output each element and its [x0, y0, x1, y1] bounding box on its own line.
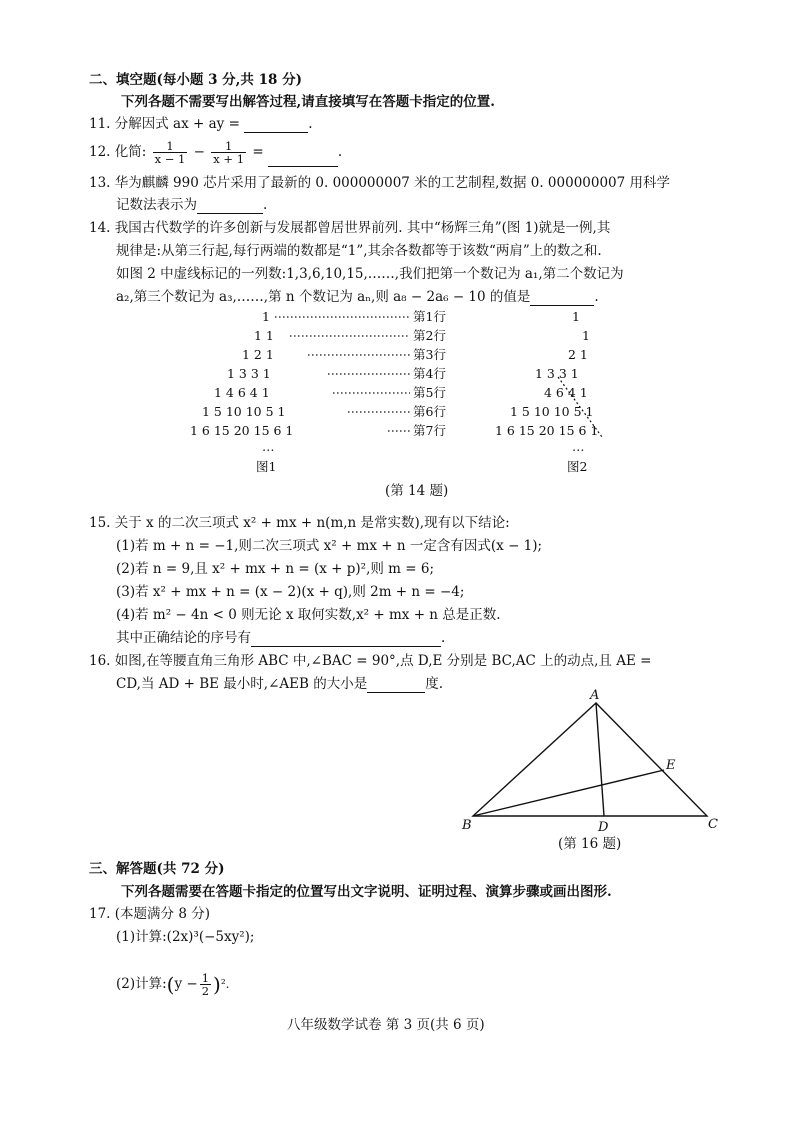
q12-end: . — [337, 144, 343, 160]
fig1-row-3: 1 2 1 — [242, 347, 274, 362]
q14-line-2: 规律是:从第三行起,每行两端的数都是“1”,其余各数都等于该数“两肩”上的数之和. — [116, 243, 602, 259]
q12-equals: = — [252, 144, 264, 160]
page-footer: 八年级数学试卷 第 3 页(共 6 页) — [287, 1017, 485, 1033]
q11-answer-blank[interactable] — [244, 118, 308, 133]
point-c-label: C — [708, 817, 718, 832]
fig1-caption: 图1 — [256, 459, 277, 474]
q11-end: . — [308, 116, 313, 132]
fig1-row-6: 1 5 10 10 5 1 — [202, 404, 286, 419]
q14-line-4 — [116, 288, 599, 306]
fig1-row-2: 1 1 — [254, 328, 274, 343]
fig2-ellipsis: … — [572, 439, 585, 454]
fig1-label-6: 第6行 — [413, 404, 446, 419]
q15-conclusion-4: (4)若 m² − 4n < 0 则无论 x 取何实数,x² + mx + n 总是正数. — [116, 607, 501, 623]
pascal-figure-2 — [490, 307, 670, 477]
q17-p2-fraction: $\frac{1}{2}$ — [201, 971, 210, 998]
q17-p2-open-paren: ( — [166, 972, 175, 997]
q12-fraction-1: $\frac{1}{x - 1}$ — [154, 139, 186, 166]
fig2-row-5: 4 6 4 1 — [544, 385, 588, 400]
q15-conclusion-1: (1)若 m + n = −1,则二次三项式 x² + mx + n 一定含有因式(x − 1); — [116, 538, 543, 554]
q16-line-2 — [116, 675, 443, 693]
fig1-label-5: 第5行 — [413, 385, 446, 400]
q13-line-1: 13. 华为麒麟 990 芯片采用了最新的 0. 000000007 米的工艺制程,数据 0. 000000007 用科学 — [89, 175, 671, 191]
point-b-label: B — [462, 818, 472, 833]
fig1-label-7: 第7行 — [413, 423, 446, 438]
q16-text: CD,当 AD + BE 最小时,∠AEB 的大小是 — [116, 676, 368, 692]
fig1-row-5: 1 4 6 4 1 — [214, 385, 270, 400]
fig2-row-1: 1 — [572, 309, 580, 324]
q15-text: 其中正确结论的序号有 — [116, 630, 251, 646]
q14-line-1: 14. 我国古代数学的许多创新与发展都曾居世界前列. 其中“杨辉三角”(图 1)就是一例,其 — [89, 220, 611, 236]
q16-answer-blank[interactable] — [367, 678, 425, 693]
fig1-row-1: 1 — [262, 309, 270, 324]
q12-minus: − — [193, 144, 205, 160]
fig1-ellipsis: … — [262, 439, 275, 454]
q15-conclusion-2: (2)若 n = 9,且 x² + mx + n = (x + p)²,则 m = 6; — [116, 561, 435, 577]
q17-heading: 17. (本题满分 8 分) — [89, 906, 210, 922]
section3-instruction: 下列各题需要在答题卡指定的位置写出文字说明、证明过程、演算步骤或画出图形. — [121, 884, 612, 900]
point-d-label: D — [598, 820, 609, 835]
q15-answer-blank[interactable] — [251, 632, 441, 647]
q17-p2-suffix: ². — [220, 977, 230, 991]
q13-answer-blank[interactable] — [197, 199, 263, 214]
pascal-figure-1 — [150, 307, 470, 477]
q14-text: a₂,第三个数记为 a₃,……,第 n 个数记为 aₙ,则 a₈ − 2a₆ − 10 的值是 — [116, 289, 531, 305]
q15-last-line — [116, 629, 445, 647]
fig1-label-1: 第1行 — [413, 309, 446, 324]
fig2-caption: 图2 — [567, 459, 588, 474]
fig1-label-4: 第4行 — [413, 366, 446, 381]
fig1-row-7: 1 6 15 20 15 6 1 — [190, 423, 294, 438]
fig1-label-2: 第2行 — [413, 328, 446, 343]
q12-prefix: 12. 化简: — [89, 144, 147, 160]
q17-part-2 — [116, 968, 229, 1000]
q13-line-2 — [116, 196, 267, 214]
fig2-row-2: 1 — [582, 328, 590, 343]
fig2-row-3: 2 1 — [568, 347, 588, 362]
question-12 — [89, 137, 342, 167]
q15-line-1: 15. 关于 x 的二次三项式 x² + mx + n(m,n 是常实数),现有以下结论: — [89, 515, 510, 531]
section2-instruction: 下列各题不需要写出解答过程,请直接填写在答题卡指定的位置. — [121, 94, 495, 110]
fig1-label-3: 第3行 — [413, 347, 446, 362]
point-e-label: E — [666, 758, 676, 773]
q13-text: 记数法表示为 — [116, 197, 197, 213]
q15-end: . — [441, 630, 446, 646]
q17-p2-y: y − — [174, 976, 198, 992]
fig2-dashed-diagonal — [490, 307, 670, 447]
q12-answer-blank[interactable] — [268, 152, 338, 167]
segment-be — [473, 770, 664, 816]
q17-p2-close-paren: ) — [213, 972, 221, 997]
q16-caption: (第 16 题) — [558, 836, 622, 852]
q12-fraction-2: $\frac{1}{x + 1}$ — [213, 139, 245, 166]
q14-caption: (第 14 题) — [385, 483, 449, 499]
q14-line-3: 如图 2 中虚线标记的一列数:1,3,6,10,15,……,我们把第一个数记为 a₁,第二个数记为 — [116, 266, 624, 282]
q16-line-1: 16. 如图,在等腰直角三角形 ABC 中,∠BAC = 90°,点 D,E 分别是 BC,AC 上的动点,且 AE = — [89, 653, 652, 669]
fig2-row-7: 1 6 15 20 15 6 1 — [495, 423, 599, 438]
q17-p2-prefix: (2)计算: — [116, 976, 167, 992]
segment-ad — [596, 703, 604, 816]
fig2-row-6: 1 5 10 10 5 1 — [510, 404, 594, 419]
q17-part-1: (1)计算:(2x)³(−5xy²); — [116, 929, 255, 945]
q11-text: 11. 分解因式 ax + ay = — [89, 116, 240, 132]
q14-end: . — [594, 289, 599, 305]
fig2-row-4: 1 3 3 1 — [535, 366, 579, 381]
section2-title: 二、填空题(每小题 3 分,共 18 分) — [89, 72, 302, 88]
fig1-row-4: 1 3 3 1 — [227, 366, 271, 381]
section3-title: 三、解答题(共 72 分) — [89, 861, 225, 877]
q16-end: 度. — [425, 676, 444, 692]
q13-end: . — [263, 197, 268, 213]
q15-conclusion-3: (3)若 x² + mx + n = (x − 2)(x + q),则 2m + n = −4; — [116, 584, 465, 600]
question-11 — [89, 115, 312, 133]
q14-answer-blank[interactable] — [530, 291, 594, 306]
point-a-label: A — [590, 688, 600, 703]
